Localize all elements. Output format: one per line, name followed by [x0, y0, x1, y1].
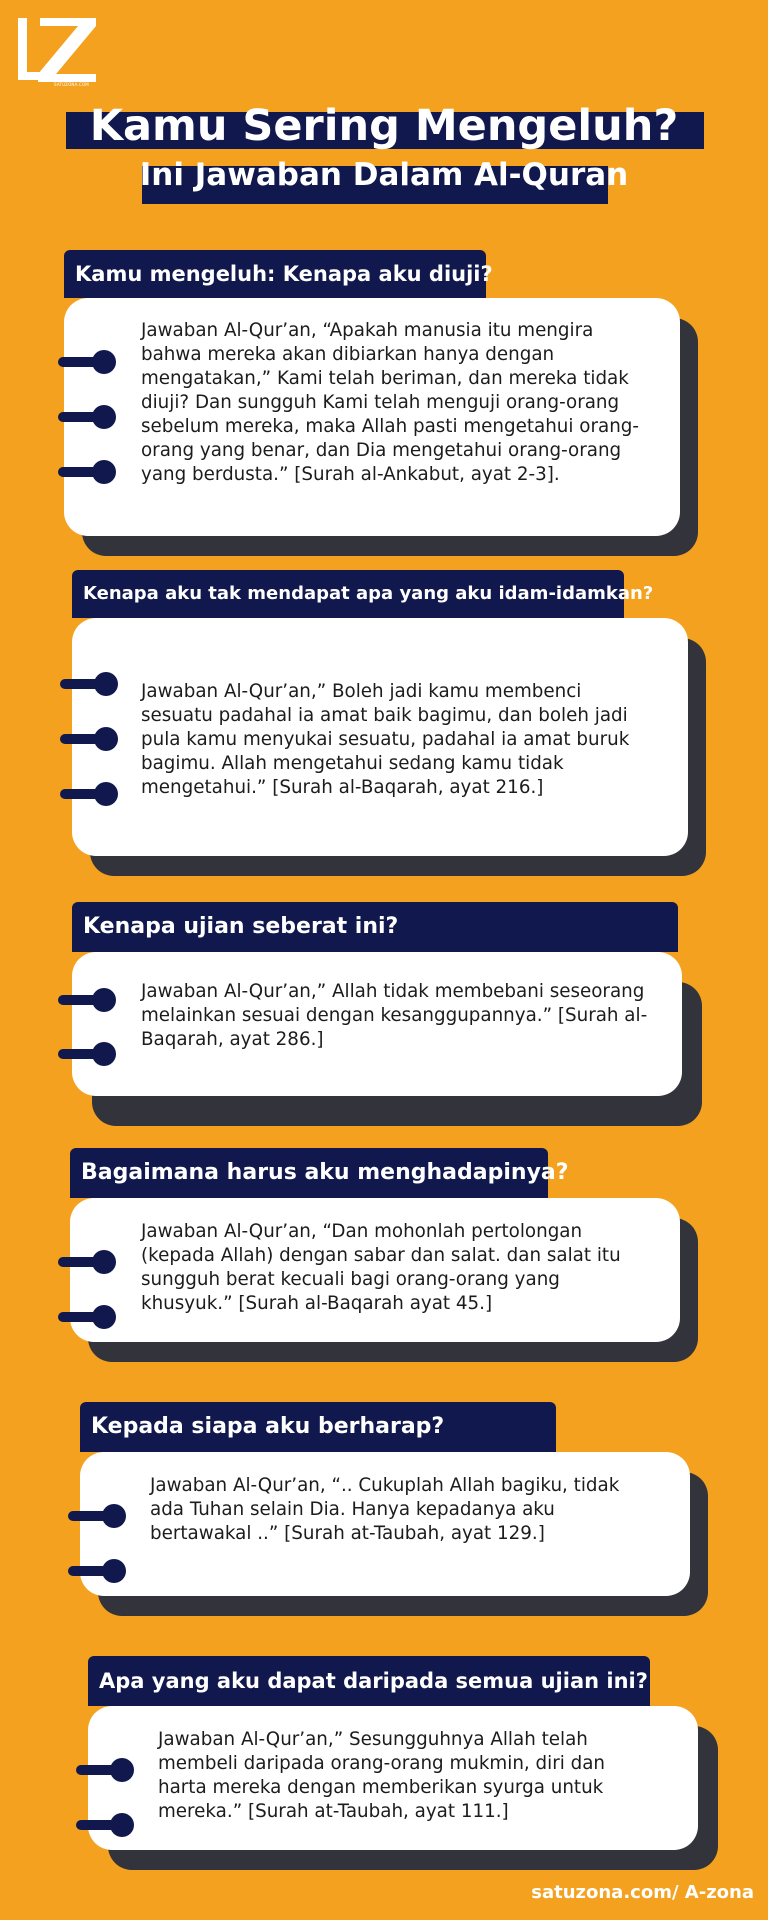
binder-ring	[58, 1042, 116, 1066]
binder-ring	[60, 782, 118, 806]
question-tab: Bagaimana harus aku menghadapinya?	[70, 1148, 548, 1198]
question-tab: Apa yang aku dapat daripada semua ujian ini?	[88, 1656, 650, 1706]
question-tab: Kenapa ujian seberat ini?	[72, 902, 678, 952]
logo-text: SATUZONA.COM	[54, 82, 89, 87]
answer-text: Jawaban Al-Qur’an, “.. Cukuplah Allah bagiku, tidak ada Tuhan selain Dia. Hanya kepadanya aku bertawakal ..” [Surah at-Taubah, ayat 129.]	[150, 1475, 620, 1544]
binder-ring	[68, 1504, 126, 1528]
answer-text: Jawaban Al-Qur’an, “Apakah manusia itu mengira bahwa mereka akan dibiarkan hanya dengan mengatakan,” Kami telah beriman, dan mereka tidak diuji? Dan sungguh Kami telah menguji orang-orang sebelum mereka, maka Allah pasti mengetahui orang-orang yang benar, dan Dia mengetahui orang-orang yang berdusta.” [Surah al-Ankabut, ayat 2-3].	[141, 320, 639, 485]
question-tab: Kenapa aku tak mendapat apa yang aku idam-idamkan?	[72, 570, 624, 618]
binder-ring	[58, 350, 116, 374]
question-tab: Kamu mengeluh: Kenapa aku diuji?	[64, 250, 486, 298]
satuzona-logo	[16, 12, 100, 92]
answer-card	[80, 1452, 690, 1596]
binder-ring	[58, 1250, 116, 1274]
binder-ring	[76, 1813, 134, 1837]
binder-ring	[58, 460, 116, 484]
answer-text: Jawaban Al-Qur’an,” Allah tidak membebani seseorang melainkan sesuai dengan kesanggupannya.” [Surah al-Baqarah, ayat 286.]	[141, 981, 648, 1050]
footer-credit: satuzona.com/ A-zona	[531, 1882, 754, 1903]
page-subtitle: Ini Jawaban Dalam Al-Quran	[139, 157, 629, 193]
binder-ring	[58, 988, 116, 1012]
answer-text: Jawaban Al-Qur’an,” Sesungguhnya Allah telah membeli daripada orang-orang mukmin, diri dan harta mereka dengan memberikan syurga untuk mereka.” [Surah at-Taubah, ayat 111.]	[158, 1729, 606, 1822]
binder-ring	[58, 405, 116, 429]
question-tab: Kepada siapa aku berharap?	[80, 1402, 556, 1452]
answer-card	[72, 618, 688, 856]
answer-text: Jawaban Al-Qur’an, “Dan mohonlah pertolongan (kepada Allah) dengan sabar dan salat. dan salat itu sungguh berat kecuali bagi orang-orang yang khusyuk.” [Surah al-Baqarah ayat 45.]	[141, 1221, 621, 1314]
page-title: Kamu Sering Mengeluh?	[89, 101, 679, 151]
binder-ring	[58, 1305, 116, 1329]
answer-card	[70, 1198, 680, 1342]
binder-ring	[60, 727, 118, 751]
binder-ring	[68, 1559, 126, 1583]
answer-card	[64, 298, 680, 536]
answer-text: Jawaban Al-Qur’an,” Boleh jadi kamu membenci sesuatu padahal ia amat baik bagimu, dan boleh jadi pula kamu menyukai sesuatu, padahal ia amat buruk bagimu. Allah mengetahui sedang kamu tidak mengetahui.” [Surah al-Baqarah, ayat 216.]	[141, 681, 630, 798]
answer-card	[72, 952, 682, 1096]
answer-card	[88, 1706, 698, 1850]
binder-ring	[60, 672, 118, 696]
binder-ring	[76, 1758, 134, 1782]
